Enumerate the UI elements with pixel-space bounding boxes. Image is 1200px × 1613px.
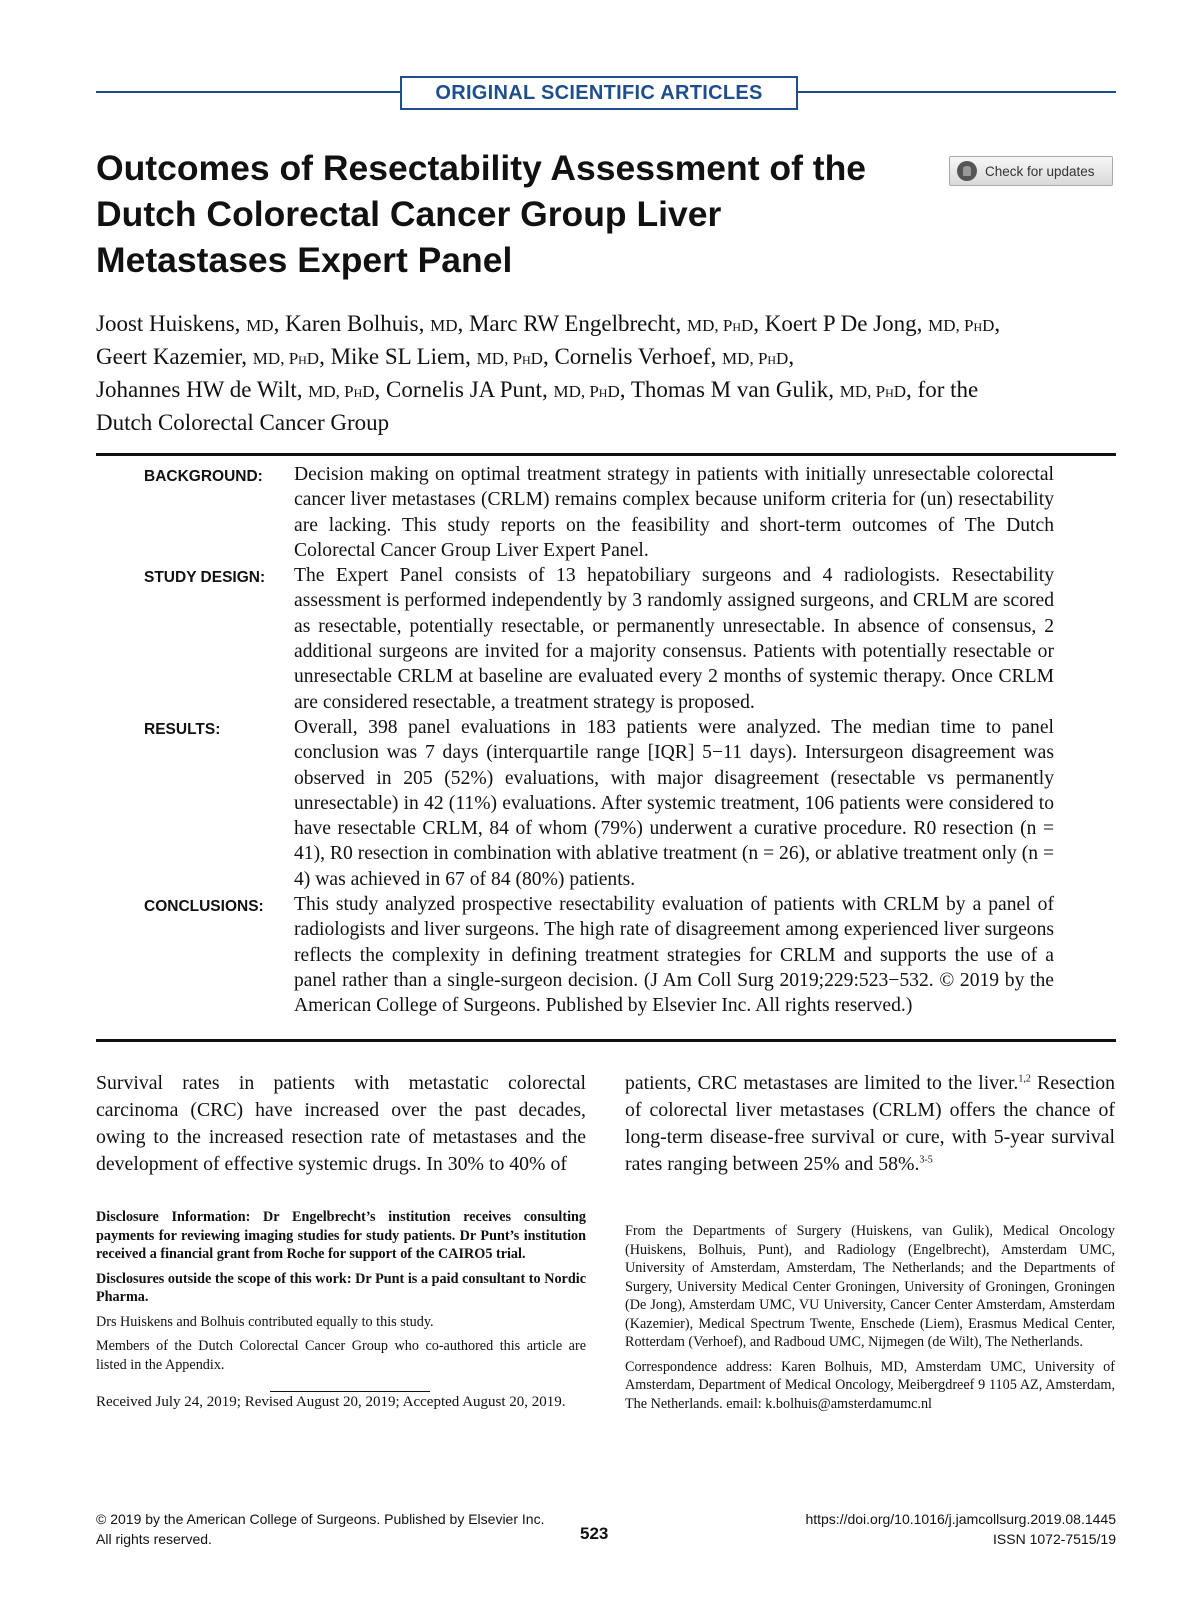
abstract — [144, 462, 1054, 1019]
affiliations: From the Departments of Surgery (Huiskens, van Gulik), Medical Oncology (Huiskens, Bolhuis, Punt), and Radiology (Engelbrecht), Amsterdam UMC, University of Amsterdam, Amsterdam, The Netherlands; and the Departments of Surgery, University Medical Center Groningen, University of Groningen, Groningen (De Jong), Amsterdam UMC, VU University, Cancer Center Amsterdam, Amsterdam (Kazemier), Medical Spectrum Twente, Enschede (Liem), Erasmus Medical Center, Rotterdam (Verhoef), and Radboud UMC, Nijmegen (de Wilt), The Netherlands. — [625, 1223, 1115, 1350]
body-text-a: patients, CRC metastases are limited to the liver. — [625, 1072, 1019, 1094]
page-number: 523 — [580, 1524, 609, 1543]
correspondence-address: Correspondence address: Karen Bolhuis, MD, Amsterdam UMC, University of Amsterdam, Department of Medical Oncology, Meibergdreef 9 1105 AZ, Amsterdam, The Netherlands. email: k.bolhuis@amsterdamumc.nl — [625, 1358, 1115, 1412]
author-degree: MD, PhD — [252, 349, 320, 368]
disclosure-information: Disclosure Information: Dr Engelbrecht’s institution receives consulting payments for reviewing imaging studies for study patients. Dr Punt’s institution received a financial grant from Roche for support of the CAIRO5 trial. — [96, 1209, 586, 1262]
author-degree: MD, PhD — [308, 382, 375, 401]
author-degree: MD, PhD — [553, 382, 620, 401]
abstract-background — [144, 462, 1054, 563]
abstract-text: Overall, 398 panel evaluations in 183 patients were analyzed. The median time to panel conclusion was 7 days (interquartile range [IQR] 5−11 days). Intersurgeon disagreement was observed in 205 (52%) evaluations, with major disagreement (resectable vs permanently unresectable) in 42 (11%) evaluations. After systemic treatment, 106 patients were considered to have resectable CRLM, 84 of whom (79%) underwent a curative procedure. R0 resection (n = 41), R0 resection in combination with ablative treatment (n = 26), or ablative treatment only (n = 4) was achieved in 67 of 84 (80%) patients. — [294, 716, 1054, 890]
author-degree: MD, PhD — [722, 349, 789, 368]
body-column-left — [96, 1070, 586, 1178]
author-name: Johannes HW de Wilt, — [96, 377, 309, 402]
footer-copyright — [96, 1509, 544, 1549]
abstract-bottom-rule — [96, 1039, 1116, 1042]
abstract-text: The Expert Panel consists of 13 hepatobiliary surgeons and 4 radiologists. Resectability assessment is performed independently by 3 randomly assigned surgeons, and CRLM are scored as resectable, potentially resectable, or permanently unresectable. In absence of consensus, 2 additional surgeons are invited for a majority consensus. Patients with potentially resectable or unresectable CRLM at baseline are evaluated every 2 months of systemic therapy. Once CRLM are considered resectable, a treatment strategy is proposed. — [294, 565, 1054, 713]
footnotes-left — [96, 1208, 586, 1418]
author-name: , Koert P De Jong, — [753, 311, 929, 336]
body-paragraph: Survival rates in patients with metastatic colorectal carcinoma (CRC) have increased over the past decades, owing to the increased resection rate of metastases and the development of effective systemic drugs. In 30% to 40% of — [96, 1072, 586, 1175]
issn: ISSN 1072-7515/19 — [993, 1531, 1116, 1547]
footer-doi-issn — [805, 1509, 1116, 1549]
author-degree: MD, PhD — [476, 349, 543, 368]
section-rule-right — [798, 91, 1116, 93]
author-line-1: Joost Huiskens, MD, Karen Bolhuis, MD, Marc RW Engelbrecht, MD, PhD, Koert P De Jong, MD, PhD, — [96, 311, 1001, 336]
copyright-line: © 2019 by the American College of Surgeons. Published by Elsevier Inc. — [96, 1511, 545, 1527]
author-line-4: Dutch Colorectal Cancer Group — [96, 410, 390, 435]
body-paragraph — [625, 1070, 1115, 1178]
author-degree: MD — [246, 316, 274, 335]
body-text-b: Resection of colorectal liver metastases (CRLM) offers the chance of long-term disease-free survival or cure, with 5-year survival rates ranging between 25% and 58%. — [625, 1072, 1116, 1175]
abstract-label: RESULTS: — [144, 720, 221, 738]
author-line-3 — [96, 374, 1116, 407]
check-for-updates-label: Check for updates — [985, 163, 1095, 179]
author-name: Joost Huiskens, — [96, 311, 247, 336]
disclosures-outside-scope: Disclosures outside the scope of this work: Dr Punt is a paid consultant to Nordic Pharma. — [96, 1270, 586, 1305]
abstract-label: CONCLUSIONS: — [144, 898, 264, 916]
author-name: , Karen Bolhuis, — [273, 311, 431, 336]
author-line-2: Geert Kazemier, MD, PhD, Mike SL Liem, MD, PhD, Cornelis Verhoef, MD, PhD, — [96, 344, 795, 369]
citation-ref[interactable]: 1,2 — [1018, 1073, 1031, 1085]
body-column-right — [625, 1070, 1115, 1178]
author-list — [96, 308, 1116, 438]
abstract-conclusions — [144, 892, 1054, 1018]
author-degree: MD — [430, 316, 458, 335]
abstract-label: BACKGROUND: — [144, 468, 263, 485]
footnote-divider — [270, 1391, 430, 1392]
section-rule-left — [96, 91, 400, 93]
footnotes-right — [625, 1222, 1115, 1419]
abstract-top-rule — [96, 453, 1116, 456]
author-degree: MD, PhD — [928, 316, 995, 335]
abstract-results — [144, 715, 1054, 892]
author-name: , Cornelis Verhoef, — [542, 344, 723, 369]
abstract-text: This study analyzed prospective resectability evaluation of patients with CRLM by a panel of radiologists and liver surgeons. The high rate of disagreement among experienced liver surgeons reflects the complexity in defining treatment strategies for CRLM and supports the use of a panel rather than a single-surgeon decision. (J Am Coll Surg 2019;229:523−532. © 2019 by the American College of Surgeons. Published by Elsevier Inc. All rights reserved.) — [294, 894, 1054, 1017]
section-label: ORIGINAL SCIENTIFIC ARTICLES — [400, 76, 798, 110]
author-name: , Cornelis JA Punt, — [374, 377, 554, 402]
rights-line: All rights reserved. — [96, 1531, 212, 1547]
author-degree: MD, PhD — [687, 316, 754, 335]
equal-contribution-note: Drs Huiskens and Bolhuis contributed equally to this study. — [96, 1313, 434, 1330]
citation-ref[interactable]: 3-5 — [919, 1154, 933, 1166]
received-dates: Received July 24, 2019; Revised August 20, 2019; Accepted August 20, 2019. — [96, 1394, 566, 1410]
doi-link[interactable]: https://doi.org/10.1016/j.jamcollsurg.2019.08.1445 — [805, 1511, 1116, 1527]
author-name: , Marc RW Engelbrecht, — [457, 311, 687, 336]
article-title: Outcomes of Resectability Assessment of the Dutch Colorectal Cancer Group Liver Metastases Expert Panel — [96, 148, 867, 280]
author-name: , Mike SL Liem, — [319, 344, 477, 369]
abstract-study-design — [144, 563, 1054, 715]
crossmark-icon — [957, 161, 977, 181]
abstract-label: STUDY DESIGN: — [144, 569, 266, 587]
author-degree: MD, PhD — [839, 382, 907, 401]
check-for-updates-button[interactable] — [949, 156, 1113, 186]
author-name: , for the — [906, 377, 979, 402]
author-name: Geert Kazemier, — [96, 344, 253, 369]
members-note: Members of the Dutch Colorectal Cancer Group who co-authored this article are listed in the Appendix. — [96, 1338, 586, 1373]
author-name: , Thomas M van Gulik, — [619, 377, 840, 402]
abstract-text: Decision making on optimal treatment strategy in patients with initially unresectable colorectal cancer liver metastases (CRLM) remains complex because uniform criteria for (un) resectability are lacking. This study reports on the feasibility and short-term outcomes of The Dutch Colorectal Cancer Group Liver Expert Panel. — [294, 464, 1054, 561]
